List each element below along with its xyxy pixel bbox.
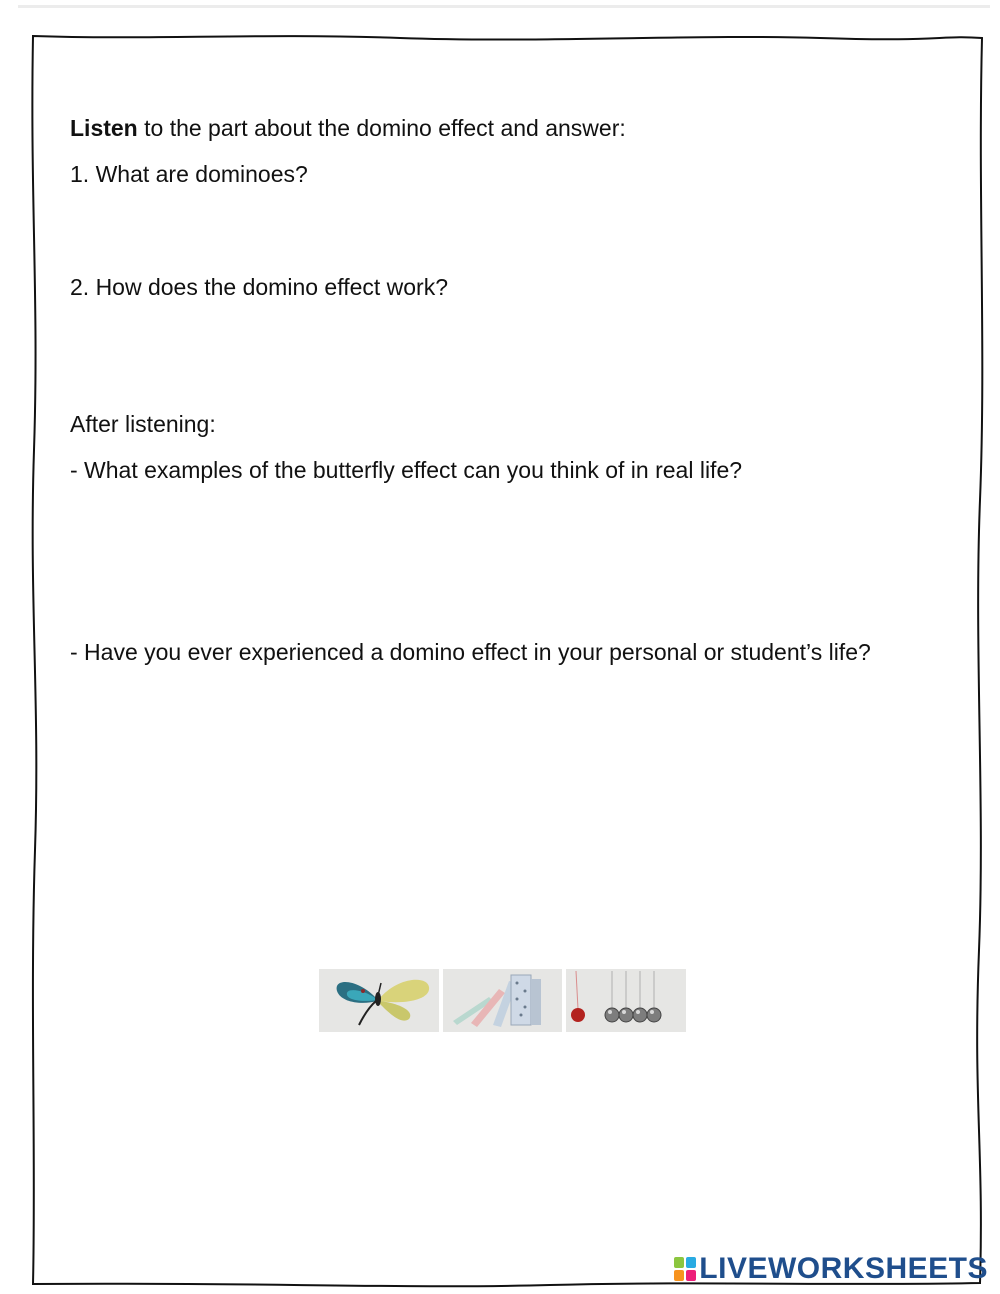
logo-text: LIVEWORKSHEETS [699,1252,988,1285]
illustration-strip [319,969,686,1032]
instruction-line [70,112,938,144]
prompt-personal: - Have you ever experienced a domino effect in your personal or student’s life? [70,639,871,665]
instruction-text: to the part about the domino effect and answer: [137,115,626,141]
liveworksheets-logo [674,1252,988,1286]
instruction-bold: Listen [70,115,138,141]
question-1: 1. What are dominoes? [70,161,308,187]
dominoes-icon [443,969,563,1032]
newtons-cradle-icon [566,969,686,1032]
liveworksheets-logo-mark [674,1257,696,1281]
question-2: 2. How does the domino effect work? [70,274,449,300]
prompt-examples: - What examples of the butterfly effect can you think of in real life? [70,457,743,483]
butterfly-icon [319,969,439,1032]
worksheet-body [70,112,938,665]
after-listening-heading: After listening: [70,411,216,437]
